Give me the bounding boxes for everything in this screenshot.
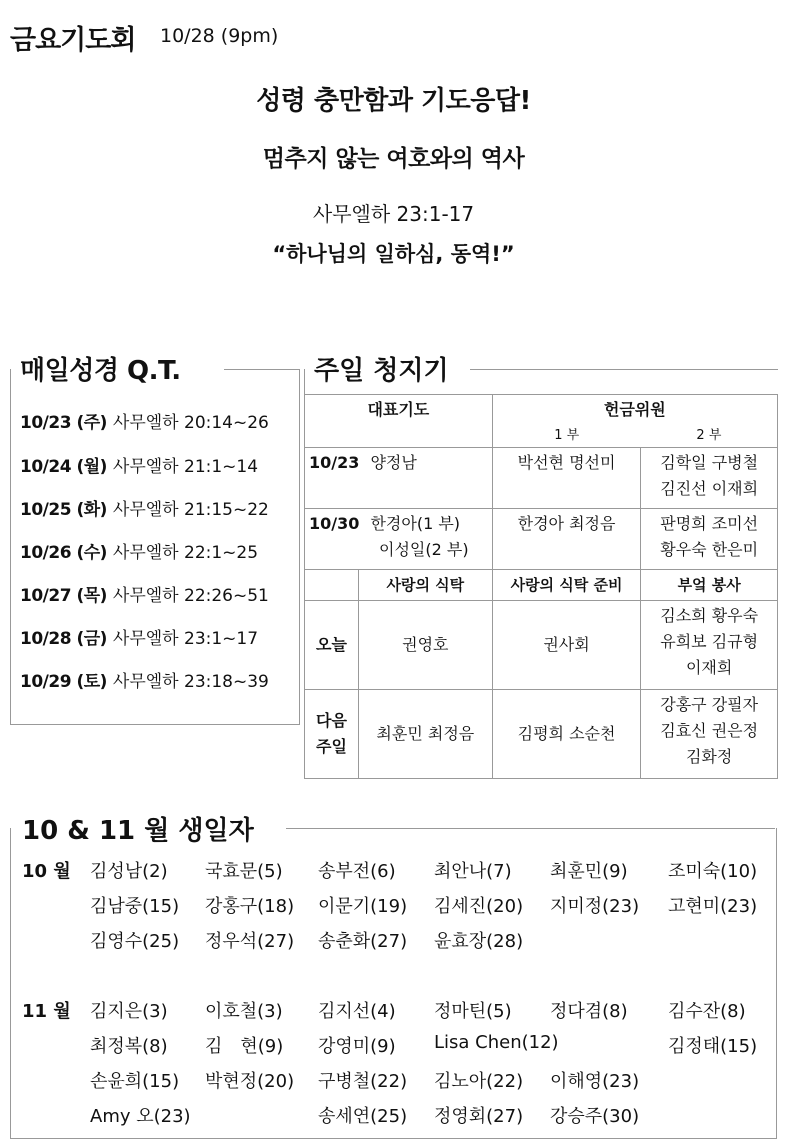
qt-item [20,408,269,433]
header-table: 사랑의 식탁 [358,570,492,601]
row-part2a: 판명희 조미선 [660,514,759,533]
event-datetime: 10/28 (9pm) [160,25,279,47]
birthday-name: 김수잔(8) [668,1001,746,1022]
birthday-name: 최훈민(9) [550,861,628,882]
qt-date: 10/26 (수) [20,543,107,563]
today-service2: 유희보 김규형 [660,632,759,651]
row-prayer: 양정남 [370,453,417,472]
qt-reading: 사무엘하 21:15~22 [112,500,269,520]
qt-item [20,538,258,563]
birthday-heading: 10 & 11 월 생일자 [22,810,262,847]
header-part1: 1 부 [492,425,641,448]
birthday-name: 김성남(2) [90,861,168,882]
sermon-subtitle: 멈추지 않는 여호와의 역사 [262,146,525,172]
birthday-name: 이호철(3) [205,1001,283,1022]
birthday-name: Amy 오(23) [90,1106,191,1127]
birthday-name: 정우석(27) [205,931,295,952]
birthday-name: 송부전(6) [318,861,396,882]
birthday-name: 김영수(25) [90,931,180,952]
qt-date: 10/24 (월) [20,457,107,477]
next-label1: 다음 [316,711,347,730]
birthday-name: 강승주(30) [550,1106,640,1127]
header-offering: 헌금위원 [492,395,777,426]
today-service1: 김소희 황우숙 [660,606,759,625]
birthday-name: 김노아(22) [434,1071,524,1092]
birthday-name: 고현미(23) [668,896,758,917]
next-service1: 강홍구 강필자 [660,695,759,714]
birthday-name: 구병철(22) [318,1071,408,1092]
qt-reading: 사무엘하 23:1~17 [112,629,259,649]
birthday-name: 지미정(23) [550,896,640,917]
qt-item [20,495,269,520]
sermon-scripture: 사무엘하 23:1-17 [312,202,475,226]
today-table: 권영호 [358,601,492,690]
next-label2: 주일 [316,737,347,756]
birthday-name: 김정태(15) [668,1036,758,1057]
month-label-oct: 10 월 [22,861,71,882]
sermon-title: 성령 충만함과 기도응답! [256,86,531,116]
next-service2: 김효신 권은정 [660,721,759,740]
row-prayer: 한경아(1 부) [370,514,461,533]
qt-reading: 사무엘하 20:14~26 [112,413,269,433]
qt-date: 10/28 (금) [20,629,107,649]
birthday-name: 김지선(4) [318,1001,396,1022]
today-label: 오늘 [305,601,359,690]
qt-date: 10/23 (주) [20,413,107,433]
qt-date: 10/29 (토) [20,672,107,692]
row-part2b: 황우숙 한은미 [660,540,759,559]
birthday-name: 김남중(15) [90,896,180,917]
birthday-name: 손윤희(15) [90,1071,180,1092]
birthday-name: 이해영(23) [550,1071,640,1092]
page-title: 금요기도회 [10,25,136,56]
month-label-nov: 11 월 [22,1001,71,1022]
today-prep: 권사회 [492,601,641,690]
header-prayer: 대표기도 [305,395,493,426]
qt-reading: 사무엘하 23:18~39 [112,672,269,692]
birthday-name: 김 현(9) [205,1036,284,1057]
next-service3: 김화정 [685,747,733,766]
qt-item [20,624,258,649]
qt-reading: 사무엘하 22:26~51 [112,586,269,606]
birthday-name: 정다겸(8) [550,1001,628,1022]
row-date: 10/23 [309,453,360,472]
qt-reading: 사무엘하 22:1~25 [112,543,259,563]
qt-date: 10/27 (목) [20,586,107,606]
row-date: 10/30 [309,514,360,533]
birthday-name: 국효문(5) [205,861,283,882]
qt-reading: 사무엘하 21:1~14 [112,457,259,477]
birthday-name: Lisa Chen(12) [434,1032,559,1053]
next-table: 최훈민 최정음 [358,690,492,779]
qt-item [20,581,269,606]
birthday-name: 조미숙(10) [668,861,758,882]
birthday-name: 정영회(27) [434,1106,524,1127]
next-prep: 김평희 소순천 [492,690,641,779]
birthday-name: 김세진(20) [434,896,524,917]
birthday-name: 강홍구(18) [205,896,295,917]
row-part2a: 김학일 구병철 [660,453,759,472]
birthday-name: 이문기(19) [318,896,408,917]
birthday-name: 김지은(3) [90,1001,168,1022]
row-part2b: 김진선 이재희 [660,479,759,498]
row-part1: 한경아 최정음 [492,509,641,570]
today-service3: 이재희 [685,658,733,677]
birthday-name: 최안나(7) [434,861,512,882]
sunday-table [304,394,778,779]
qt-item [20,667,269,692]
birthday-name: 최정복(8) [90,1036,168,1057]
birthday-name: 송춘화(27) [318,931,408,952]
qt-divider [224,369,299,370]
birthday-name: 박현정(20) [205,1071,295,1092]
birthday-name: 강영미(9) [318,1036,396,1057]
qt-date: 10/25 (화) [20,500,107,520]
header-table-prep: 사랑의 식탁 준비 [492,570,641,601]
qt-item [20,452,258,477]
qt-heading: 매일성경 Q.T. [20,350,189,387]
row-part1: 박선현 명선미 [492,448,641,509]
sunday-divider [470,369,778,370]
row-prayer2: 이성일(2 부) [379,540,469,559]
birthday-name: 송세연(25) [318,1106,408,1127]
sunday-heading: 주일 청지기 [314,350,457,387]
birthday-name: 윤효장(28) [434,931,524,952]
header-service: 부엌 봉사 [641,570,778,601]
sunday-border [304,369,305,395]
header-part2: 2 부 [641,425,778,448]
birthday-divider [286,828,775,829]
sermon-quote: “하나님의 일하심, 동역!” [272,242,515,266]
birthday-name: 정마틴(5) [434,1001,512,1022]
